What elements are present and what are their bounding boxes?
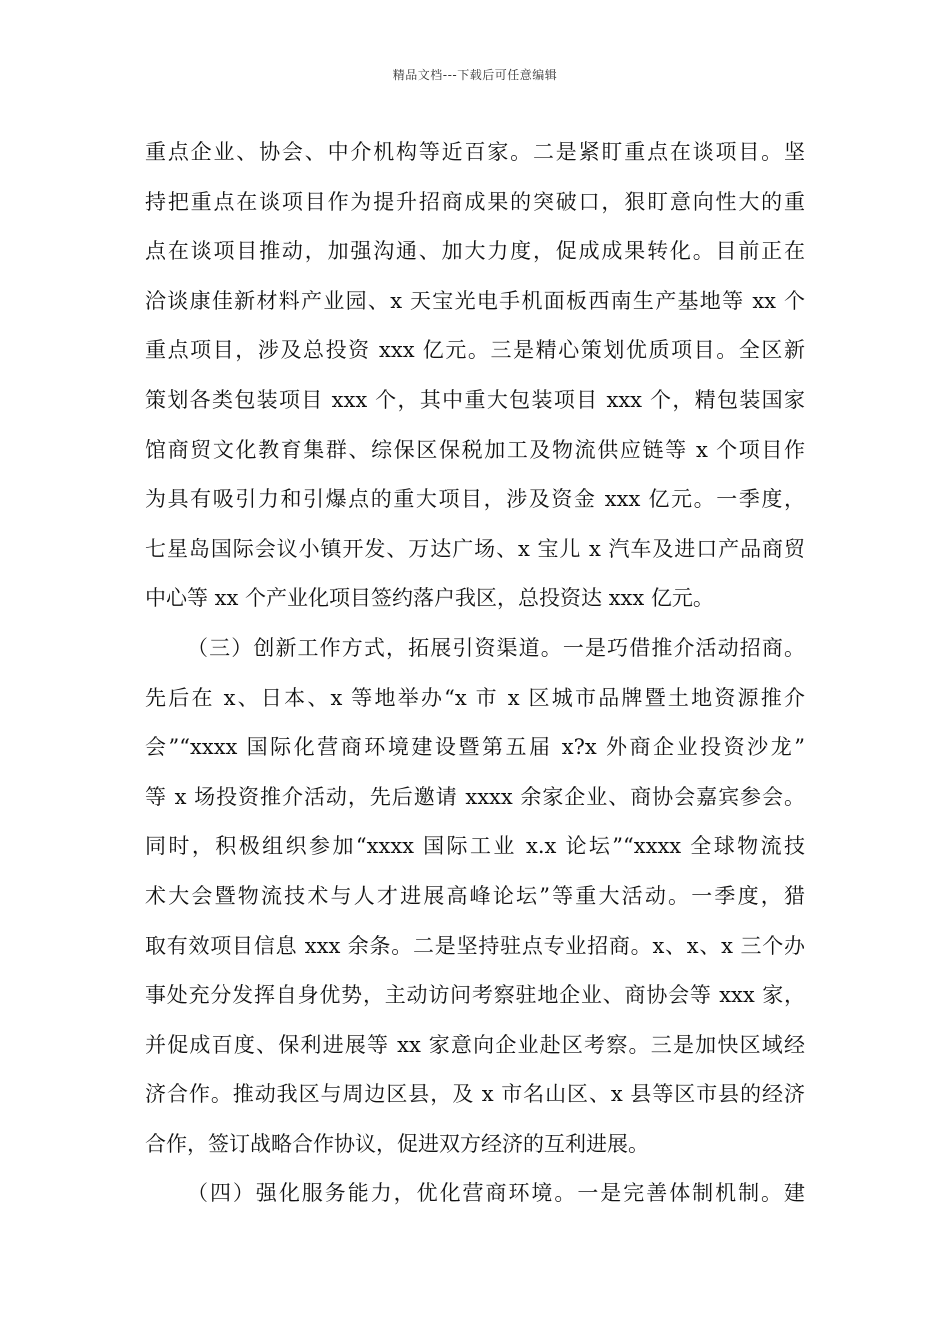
text-line: 并促成百度、保利进展等 xx 家意向企业赴区考察。三是加快区域经	[145, 1032, 805, 1057]
text-line: 重点项目，涉及总投资 xxx 亿元。三是精心策划优质项目。全区新	[145, 338, 805, 363]
text-line: 点在谈项目推动，加强沟通、加大力度，促成成果转化。目前正在	[145, 239, 805, 264]
text-line: 重点企业、协会、中介机构等近百家。二是紧盯重点在谈项目。坚	[145, 140, 805, 164]
text-line: 七星岛国际会议小镇开发、万达广场、x 宝儿 x 汽车及进口产品商贸	[145, 536, 805, 561]
paragraph-heading-line: （四）强化服务能力，优化营商环境。一是完善体制机制。建	[187, 1181, 805, 1206]
text-line: 术大会暨物流技术与人才进展高峰论坛”等重大活动。一季度，猎	[145, 883, 805, 908]
document-body	[145, 128, 805, 1219]
text-line: 持把重点在谈项目作为提升招商成果的突破口，狠盯意向性大的重	[145, 189, 805, 214]
page-header: 精品文档---下载后可任意编辑	[392, 68, 558, 82]
text-line: 取有效项目信息 xxx 余条。二是坚持驻点专业招商。x、x、x 三个办	[145, 933, 805, 958]
text-line: 中心等 xx 个产业化项目签约落户我区，总投资达 xxx 亿元。	[145, 586, 714, 611]
text-line: 济合作。推动我区与周边区县，及 x 市名山区、x 县等区市县的经济	[145, 1082, 805, 1107]
text-line: 洽谈康佳新材料产业园、x 天宝光电手机面板西南生产基地等 xx 个	[145, 288, 805, 313]
text-line: 先后在 x、日本、x 等地举办“x 市 x 区城市品牌暨土地资源推介	[145, 685, 805, 710]
text-line: 会”“xxxx 国际化营商环境建设暨第五届 x?x 外商企业投资沙龙”	[145, 735, 805, 760]
text-line: 等 x 场投资推介活动，先后邀请 xxxx 余家企业、商协会嘉宾参会。	[145, 784, 805, 809]
text-line: 策划各类包装项目 xxx 个，其中重大包装项目 xxx 个，精包装国家	[145, 387, 805, 412]
text-line: 合作，签订战略合作协议，促进双方经济的互利进展。	[145, 1131, 649, 1156]
text-line: 同时，积极组织参加“xxxx 国际工业 x.x 论坛”“xxxx 全球物流技	[145, 834, 805, 859]
paragraph-heading-line: （三）创新工作方式，拓展引资渠道。一是巧借推介活动招商。	[187, 635, 805, 660]
text-line: 为具有吸引力和引爆点的重大项目，涉及资金 xxx 亿元。一季度，	[145, 487, 805, 512]
text-line: 事处充分发挥自身优势，主动访问考察驻地企业、商协会等 xxx 家，	[145, 983, 805, 1008]
text-line: 馆商贸文化教育集群、综保区保税加工及物流供应链等 x 个项目作	[145, 437, 805, 462]
